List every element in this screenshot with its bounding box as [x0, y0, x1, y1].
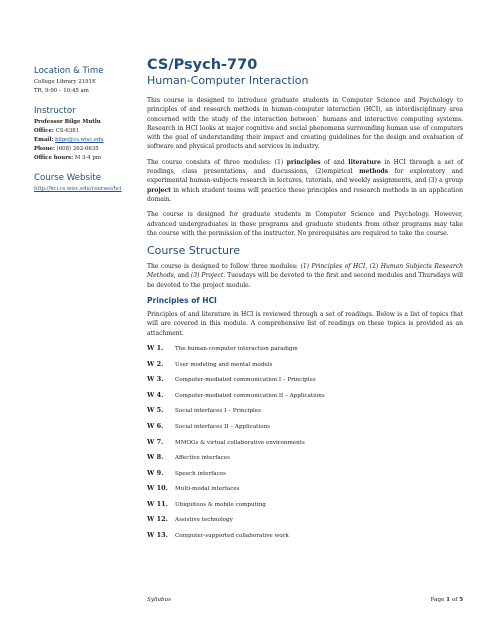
page-number: Page 1 of 5 [430, 597, 463, 603]
instructor-block [34, 106, 134, 163]
sidebar [34, 66, 134, 204]
week-item: W 7. MMOGs & virtual collaborative environments [147, 437, 305, 446]
week-item: W 1. The human-computer interaction paradigm [147, 343, 298, 352]
principles-paragraph: Principles of and literature in HCI is reviewed through a set of readings. Below is a list of topics that will are covered in this module. A comprehensive list of readings on these topics is provided as an attachment. [147, 311, 463, 337]
course-structure-heading: Course Structure [147, 244, 241, 258]
audience-paragraph: The course is designed for graduate students in Computer Science and Psychology. However, advanced undergraduates in these programs and graduate students from other programs may take the course with the permission of the instructor. No prerequisites are required to take the course. [147, 211, 463, 237]
page-footer [147, 597, 463, 603]
week-item: W 2. User modeling and mental models [147, 359, 273, 368]
structure-paragraph: The course is designed to follow three modules: (1) Principles of HCI, (2) Human Subjects Research Methods, and (3) Project. Tuesdays will be devoted to the first and second modules and Thursdays will be devoted to the project module. [147, 263, 463, 289]
week-item: W 5. Social interfaces I – Principles [147, 406, 262, 415]
week-item: W 8. Affective interfaces [147, 453, 230, 462]
location-block [34, 66, 134, 96]
website-block [34, 173, 134, 194]
course-title: CS/Psych-770 [147, 57, 258, 73]
room: College Library 2191E [34, 79, 96, 85]
website-link[interactable]: http://hci.cs.wisc.edu/courses/hci [34, 186, 122, 192]
week-item: W 10. Multi-modal interfaces [147, 484, 240, 493]
website-heading: Course Website [34, 173, 101, 183]
footer-doc-label: Syllabus [147, 597, 171, 603]
email-line: Email: bilge@cs.wisc.edu [34, 137, 104, 143]
week-item: W 3. Computer-mediated communication I – Principles [147, 375, 316, 384]
instructor-name: Professor Bilge Mutlu [34, 119, 101, 125]
instructor-heading: Instructor [34, 106, 76, 116]
week-item: W 9. Speech interfaces [147, 468, 226, 477]
office-line: Office: CS-6381 [34, 128, 80, 134]
week-item: W 6. Social interfaces II – Applications [147, 421, 271, 430]
week-list [147, 344, 463, 547]
week-item: W 11. Ubiquitous & mobile computing [147, 499, 266, 508]
principles-heading: Principles of HCI [147, 296, 217, 306]
phone-line: Phone: (608) 262-6635 [34, 146, 99, 152]
week-item: W 13. Computer-supported collaborative work [147, 531, 289, 540]
week-item: W 12. Assistive technology [147, 515, 233, 524]
week-item: W 4. Computer-mediated communication II – Applications [147, 390, 325, 399]
course-subtitle: Human-Computer Interaction [147, 74, 309, 87]
location-heading: Location & Time [34, 66, 104, 76]
modules-paragraph: The course consists of three modules: (1) principles of and literature in HCI through a set of readings, class presentations, and discussions, (2)empirical methods for exploratory and experimental human-subjects research in lectures, tutorials, and weekly assignments, and (3) a group project in which student teams will practice these principles and research methods in an application domain. [147, 158, 464, 203]
email-link[interactable]: bilge@cs.wisc.edu [55, 137, 104, 143]
main-content [147, 56, 463, 547]
office-hours-line: Office hours: M 3-4 pm [34, 155, 101, 161]
class-time: TR, 9:00 – 10:45 am [34, 88, 89, 94]
intro-paragraph: This course is designed to introduce graduate students in Computer Science and Psychology to principles of and research methods in human-computer interaction (HCI), an interdisciplinary area concerned with the study of the interaction between` humans and interactive computing systems. Research in HCI looks at major cognitive and social phenomena surrounding human use of computers with the goal of understanding their impact and creating guidelines for the design and evaluation of software and physical products and services in industry. [147, 97, 463, 151]
